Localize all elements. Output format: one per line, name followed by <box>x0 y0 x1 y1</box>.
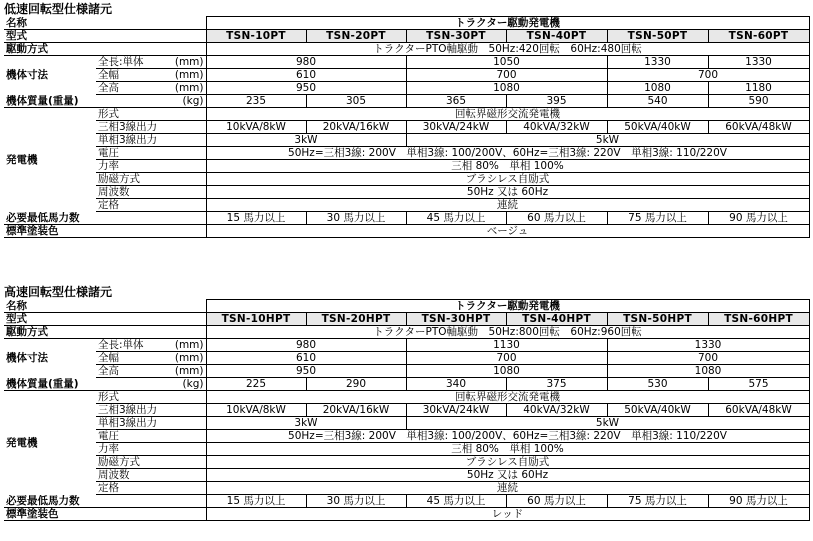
value-type: 回転界磁形交流発電機 <box>206 391 809 404</box>
hp-cell: 30 馬力以上 <box>306 212 406 225</box>
unit-mm: (mm) <box>174 56 204 68</box>
value-color: ベージュ <box>206 225 809 238</box>
three-phase-cell: 10kVA/8kW <box>206 121 306 134</box>
unit-kg: (kg) <box>182 95 204 107</box>
single-phase-cell: 5kW <box>406 417 809 430</box>
height-cell: 1180 <box>708 82 809 95</box>
value-frequency: 50Hz 又は 60Hz <box>206 186 809 199</box>
row-power-factor <box>4 160 809 173</box>
unit-mm: (mm) <box>174 82 204 94</box>
row-three-phase <box>4 121 809 134</box>
row-name <box>4 300 809 313</box>
model-cell: TSN-30HPT <box>406 313 506 326</box>
value-rating: 連続 <box>206 482 809 495</box>
label-type: 形式 <box>96 108 206 121</box>
model-cell: TSN-60PT <box>708 30 809 43</box>
row-rating <box>4 199 809 212</box>
label-excitation: 励磁方式 <box>96 173 206 186</box>
three-phase-cell: 30kVA/24kW <box>406 404 506 417</box>
label-dims: 機体寸法 <box>6 352 48 365</box>
hp-cell: 15 馬力以上 <box>206 212 306 225</box>
three-phase-cell: 40kVA/32kW <box>506 404 607 417</box>
mass-cell: 590 <box>708 95 809 108</box>
value-name: トラクター駆動発電機 <box>206 300 809 313</box>
hp-cell: 60 馬力以上 <box>506 495 607 508</box>
row-excitation <box>4 456 809 469</box>
label-voltage: 電圧 <box>96 147 206 160</box>
label-color: 標準塗装色 <box>4 225 206 238</box>
length-cell: 980 <box>206 339 406 352</box>
value-type: 回転界磁形交流発電機 <box>206 108 809 121</box>
hp-cell: 90 馬力以上 <box>708 495 809 508</box>
hp-cell: 90 馬力以上 <box>708 212 809 225</box>
model-cell: TSN-10HPT <box>206 313 306 326</box>
label-length-text: 全長:単体 <box>98 56 144 68</box>
row-height <box>4 365 809 378</box>
value-rating: 連続 <box>206 199 809 212</box>
row-mass <box>4 95 809 108</box>
single-phase-cell: 5kW <box>406 134 809 147</box>
high-speed-title: 高速回転型仕様諸元 <box>4 285 113 299</box>
three-phase-cell: 50kVA/40kW <box>607 121 708 134</box>
hp-cell: 60 馬力以上 <box>506 212 607 225</box>
mass-cell: 540 <box>607 95 708 108</box>
model-cell: TSN-20HPT <box>306 313 406 326</box>
model-cell: TSN-60HPT <box>708 313 809 326</box>
label-three-phase: 三相3線出力 <box>96 404 206 417</box>
low-speed-section <box>4 2 809 238</box>
mass-cell: 340 <box>406 378 506 391</box>
row-length <box>4 56 809 69</box>
unit-mm: (mm) <box>174 352 204 364</box>
three-phase-cell: 30kVA/24kW <box>406 121 506 134</box>
row-name <box>4 17 809 30</box>
value-excitation: ブラシレス自励式 <box>206 173 809 186</box>
row-hp <box>4 495 809 508</box>
unit-kg: (kg) <box>182 378 204 390</box>
label-hp: 必要最低馬力数 <box>4 495 206 508</box>
height-cell: 1080 <box>406 365 607 378</box>
value-power-factor: 三相 80% 単相 100% <box>206 443 809 456</box>
value-frequency: 50Hz 又は 60Hz <box>206 469 809 482</box>
height-cell: 950 <box>206 82 406 95</box>
row-width <box>4 352 809 365</box>
row-three-phase <box>4 404 809 417</box>
model-cell: TSN-40PT <box>506 30 607 43</box>
label-width-text: 全幅 <box>98 352 119 364</box>
row-single-phase <box>4 417 809 430</box>
label-drive: 駆動方式 <box>4 43 206 56</box>
row-single-phase <box>4 134 809 147</box>
hp-cell: 15 馬力以上 <box>206 495 306 508</box>
model-cell: TSN-50PT <box>607 30 708 43</box>
hp-cell: 45 馬力以上 <box>406 495 506 508</box>
model-cell: TSN-10PT <box>206 30 306 43</box>
label-model: 型式 <box>4 313 206 326</box>
row-type <box>4 108 809 121</box>
three-phase-cell: 60kVA/48kW <box>708 121 809 134</box>
label-power-factor: 力率 <box>96 160 206 173</box>
label-color: 標準塗装色 <box>4 508 206 521</box>
label-frequency: 周波数 <box>96 186 206 199</box>
model-cell: TSN-40HPT <box>506 313 607 326</box>
value-voltage: 50Hz=三相3線: 200V 単相3線: 100/200V、60Hz=三相3線: 220V 単相3線: 110/220V <box>206 147 809 160</box>
model-cell: TSN-20PT <box>306 30 406 43</box>
single-phase-cell: 3kW <box>206 134 406 147</box>
label-excitation: 励磁方式 <box>96 456 206 469</box>
value-power-factor: 三相 80% 単相 100% <box>206 160 809 173</box>
model-cell: TSN-50HPT <box>607 313 708 326</box>
row-voltage <box>4 430 809 443</box>
label-frequency: 周波数 <box>96 469 206 482</box>
length-cell: 1330 <box>607 56 708 69</box>
label-mass-text: 機体質量(重量) <box>6 378 79 390</box>
label-mass <box>4 95 206 108</box>
row-power-factor <box>4 443 809 456</box>
model-cell: TSN-30PT <box>406 30 506 43</box>
row-color <box>4 225 809 238</box>
unit-mm: (mm) <box>174 69 204 81</box>
value-voltage: 50Hz=三相3線: 200V 単相3線: 100/200V、60Hz=三相3線: 220V 単相3線: 110/220V <box>206 430 809 443</box>
three-phase-cell: 50kVA/40kW <box>607 404 708 417</box>
mass-cell: 530 <box>607 378 708 391</box>
label-rating: 定格 <box>96 482 206 495</box>
label-dims: 機体寸法 <box>6 69 48 82</box>
mass-cell: 395 <box>506 95 607 108</box>
unit-mm: (mm) <box>174 365 204 377</box>
row-frequency <box>4 469 809 482</box>
row-color <box>4 508 809 521</box>
label-height-text: 全高 <box>98 82 119 94</box>
mass-cell: 225 <box>206 378 306 391</box>
label-single-phase: 単相3線出力 <box>96 134 206 147</box>
label-height-text: 全高 <box>98 365 119 377</box>
height-cell: 1080 <box>607 82 708 95</box>
high-speed-spec-table <box>4 299 810 521</box>
three-phase-cell: 10kVA/8kW <box>206 404 306 417</box>
height-cell: 1080 <box>406 82 607 95</box>
width-cell: 610 <box>206 352 406 365</box>
single-phase-cell: 3kW <box>206 417 406 430</box>
value-excitation: ブラシレス自励式 <box>206 456 809 469</box>
mass-cell: 575 <box>708 378 809 391</box>
high-speed-section <box>4 285 809 521</box>
label-voltage: 電圧 <box>96 430 206 443</box>
label-length <box>96 56 206 69</box>
row-model <box>4 313 809 326</box>
row-voltage <box>4 147 809 160</box>
label-mass-text: 機体質量(重量) <box>6 95 79 107</box>
row-model <box>4 30 809 43</box>
row-type <box>4 391 809 404</box>
hp-cell: 75 馬力以上 <box>607 495 708 508</box>
row-width <box>4 69 809 82</box>
label-hp: 必要最低馬力数 <box>4 212 206 225</box>
label-height <box>96 82 206 95</box>
row-drive <box>4 326 809 339</box>
row-length <box>4 339 809 352</box>
width-cell: 700 <box>607 69 809 82</box>
mass-cell: 365 <box>406 95 506 108</box>
length-cell: 1330 <box>607 339 809 352</box>
label-mass <box>4 378 206 391</box>
label-drive: 駆動方式 <box>4 326 206 339</box>
label-model: 型式 <box>4 30 206 43</box>
label-length <box>96 339 206 352</box>
label-type: 形式 <box>96 391 206 404</box>
length-cell: 1330 <box>708 56 809 69</box>
low-speed-title: 低速回転型仕様諸元 <box>4 2 113 16</box>
height-cell: 950 <box>206 365 406 378</box>
height-cell: 1080 <box>607 365 809 378</box>
label-generator: 発電機 <box>6 436 38 449</box>
label-name: 名称 <box>4 17 206 30</box>
value-color: レッド <box>206 508 809 521</box>
label-height <box>96 365 206 378</box>
mass-cell: 305 <box>306 95 406 108</box>
length-cell: 980 <box>206 56 406 69</box>
mass-cell: 375 <box>506 378 607 391</box>
label-generator: 発電機 <box>6 153 38 166</box>
hp-cell: 75 馬力以上 <box>607 212 708 225</box>
three-phase-cell: 60kVA/48kW <box>708 404 809 417</box>
length-cell: 1130 <box>406 339 607 352</box>
label-power-factor: 力率 <box>96 443 206 456</box>
label-width <box>96 352 206 365</box>
label-three-phase: 三相3線出力 <box>96 121 206 134</box>
width-cell: 700 <box>406 352 607 365</box>
length-cell: 1050 <box>406 56 607 69</box>
mass-cell: 290 <box>306 378 406 391</box>
mass-cell: 235 <box>206 95 306 108</box>
label-length-text: 全長:単体 <box>98 339 144 351</box>
value-drive: トラクターPTO軸駆動 50Hz:420回転 60Hz:480回転 <box>206 43 809 56</box>
label-single-phase: 単相3線出力 <box>96 417 206 430</box>
label-rating: 定格 <box>96 199 206 212</box>
row-frequency <box>4 186 809 199</box>
low-speed-spec-table <box>4 16 810 238</box>
width-cell: 610 <box>206 69 406 82</box>
hp-cell: 45 馬力以上 <box>406 212 506 225</box>
row-hp <box>4 212 809 225</box>
width-cell: 700 <box>607 352 809 365</box>
label-width-text: 全幅 <box>98 69 119 81</box>
row-drive <box>4 43 809 56</box>
value-name: トラクター駆動発電機 <box>206 17 809 30</box>
label-width <box>96 69 206 82</box>
row-mass <box>4 378 809 391</box>
row-rating <box>4 482 809 495</box>
label-name: 名称 <box>4 300 206 313</box>
three-phase-cell: 40kVA/32kW <box>506 121 607 134</box>
value-drive: トラクターPTO軸駆動 50Hz:800回転 60Hz:960回転 <box>206 326 809 339</box>
width-cell: 700 <box>406 69 607 82</box>
hp-cell: 30 馬力以上 <box>306 495 406 508</box>
row-height <box>4 82 809 95</box>
three-phase-cell: 20kVA/16kW <box>306 121 406 134</box>
unit-mm: (mm) <box>174 339 204 351</box>
three-phase-cell: 20kVA/16kW <box>306 404 406 417</box>
row-excitation <box>4 173 809 186</box>
